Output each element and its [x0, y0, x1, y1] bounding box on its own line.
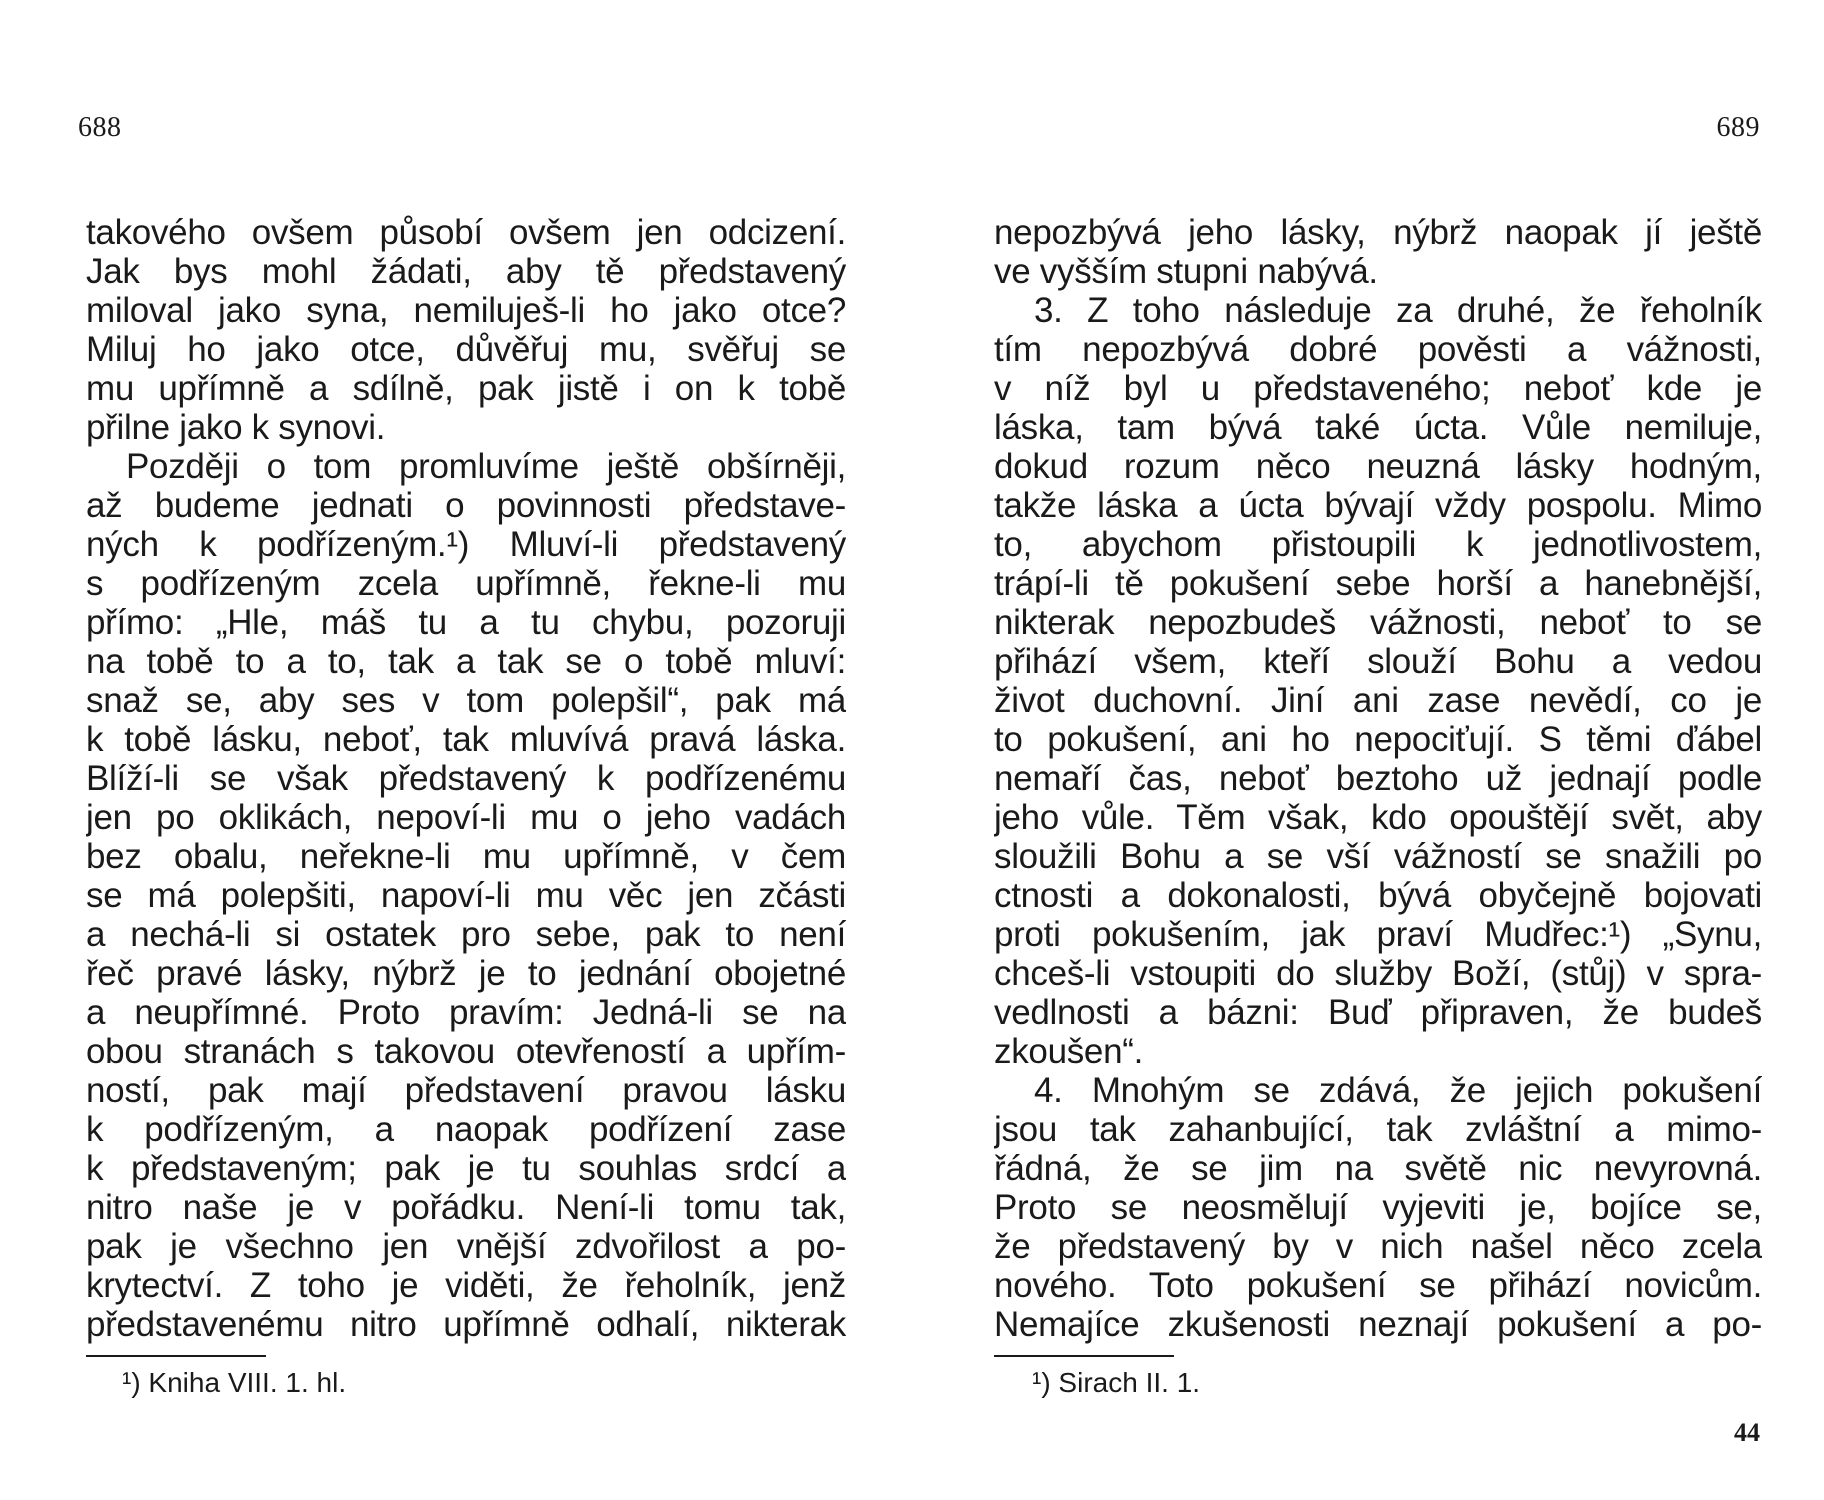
text-line: dokud rozum něco neuzná lásky hodným, [994, 447, 1762, 486]
text-line: představenému nitro upřímně odhalí, nikterak [86, 1305, 846, 1344]
text-line: 4. Mnohým se zdává, že jejich pokušení [1034, 1071, 1762, 1110]
text-line: život duchovní. Jiní ani zase nevědí, co je [994, 681, 1762, 720]
text-line: Proto se neosmělují vyjeviti je, bojíce se, [994, 1188, 1762, 1227]
text-line: krytectví. Z toho je viděti, že řeholník, jenž [86, 1266, 846, 1305]
text-line: Později o tom promluvíme ještě obšírněji, [126, 447, 846, 486]
text-line: mu upřímně a sdílně, pak jistě i on k tobě [86, 369, 846, 408]
text-line: až budeme jednati o povinnosti představe- [86, 486, 846, 525]
text-line: ve vyšším stupni nabývá. [994, 252, 1378, 291]
text-line: nemaří čas, neboť beztoho už jednají podle [994, 759, 1762, 798]
text-line: přilne jako k synovi. [86, 408, 386, 447]
text-line: a neupřímné. Proto pravím: Jedná-li se na [86, 993, 846, 1032]
text-line: tím nepozbývá dobré pověsti a vážnosti, [994, 330, 1762, 369]
text-line: proti pokušením, jak praví Mudřec:¹) „Synu, [994, 915, 1762, 954]
text-line: přímo: „Hle, máš tu a tu chybu, pozoruji [86, 603, 846, 642]
text-line: přihází všem, kteří slouží Bohu a vedou [994, 642, 1762, 681]
text-line: sloužili Bohu a se vší vážností se snažili po [994, 837, 1762, 876]
text-line: takového ovšem působí ovšem jen odcizení. [86, 213, 846, 252]
footnote-rule-right [994, 1355, 1174, 1357]
body-text-right [994, 213, 1762, 1344]
body-text-left [86, 213, 846, 1344]
text-line: ných k podřízeným.¹) Mluví-li představený [86, 525, 846, 564]
page-number-left: 688 [78, 112, 122, 143]
text-line: a nechá-li si ostatek pro sebe, pak to není [86, 915, 846, 954]
text-line: se má polepšiti, napoví-li mu věc jen zčásti [86, 876, 846, 915]
signature-mark: 44 [1734, 1418, 1760, 1447]
text-line: takže láska a úcta bývají vždy pospolu. Mimo [994, 486, 1762, 525]
text-line: ností, pak mají představení pravou lásku [86, 1071, 846, 1110]
text-line: snaž se, aby ses v tom polepšil“, pak má [86, 681, 846, 720]
text-line: s podřízeným zcela upřímně, řekne-li mu [86, 564, 846, 603]
footnote-rule-left [86, 1355, 266, 1357]
text-line: že představený by v nich našel něco zcela [994, 1227, 1762, 1266]
text-line: pak je všechno jen vnější zdvořilost a po- [86, 1227, 846, 1266]
text-line: k tobě lásku, neboť, tak mluvívá pravá láska. [86, 720, 846, 759]
text-line: chceš-li vstoupiti do služby Boží, (stůj) v spra- [994, 954, 1762, 993]
right-page [912, 0, 1824, 1500]
text-line: Miluj ho jako otce, důvěřuj mu, svěřuj se [86, 330, 846, 369]
text-line: to pokušení, ani ho nepociťují. S těmi ďábel [994, 720, 1762, 759]
text-line: Jak bys mohl žádati, aby tě představený [86, 252, 846, 291]
text-line: jen po oklikách, nepoví-li mu o jeho vadách [86, 798, 846, 837]
text-line: vedlnosti a bázni: Buď připraven, že budeš [994, 993, 1762, 1032]
text-line: k představeným; pak je tu souhlas srdcí a [86, 1149, 846, 1188]
text-line: Blíží-li se však představený k podřízenému [86, 759, 846, 798]
page-number-right: 689 [1716, 112, 1760, 143]
footnote-left: ¹) Kniha VIII. 1. hl. [122, 1367, 347, 1398]
text-line: v níž byl u představeného; neboť kde je [994, 369, 1762, 408]
text-line: nepozbývá jeho lásky, nýbrž naopak jí ještě [994, 213, 1762, 252]
text-line: k podřízeným, a naopak podřízení zase [86, 1110, 846, 1149]
text-line: jeho vůle. Těm však, kdo opouštějí svět, aby [994, 798, 1762, 837]
text-line: řádná, že se jim na světě nic nevyrovná. [994, 1149, 1762, 1188]
text-line: obou stranách s takovou otevřeností a upřím- [86, 1032, 846, 1071]
text-line: zkoušen“. [994, 1032, 1144, 1071]
text-line: nitro naše je v pořádku. Není-li tomu tak, [86, 1188, 846, 1227]
text-line: Nemajíce zkušenosti neznají pokušení a po- [994, 1305, 1762, 1344]
text-line: trápí-li tě pokušení sebe horší a hanebnější, [994, 564, 1762, 603]
text-line: na tobě to a to, tak a tak se o tobě mluví: [86, 642, 846, 681]
text-line: jsou tak zahanbující, tak zvláštní a mimo- [994, 1110, 1762, 1149]
text-line: bez obalu, neřekne-li mu upřímně, v čem [86, 837, 846, 876]
text-line: ctnosti a dokonalosti, bývá obyčejně bojovati [994, 876, 1762, 915]
text-line: miloval jako syna, nemiluješ-li ho jako otce? [86, 291, 846, 330]
text-line: řeč pravé lásky, nýbrž je to jednání obojetné [86, 954, 846, 993]
text-line: láska, tam bývá také úcta. Vůle nemiluje, [994, 408, 1762, 447]
text-line: to, abychom přistoupili k jednotlivostem, [994, 525, 1762, 564]
text-line: 3. Z toho následuje za druhé, že řeholník [1034, 291, 1762, 330]
footnote-right: ¹) Sirach II. 1. [1032, 1367, 1201, 1398]
text-line: nikterak nepozbudeš vážnosti, neboť to se [994, 603, 1762, 642]
text-line: nového. Toto pokušení se přihází novicům. [994, 1266, 1762, 1305]
